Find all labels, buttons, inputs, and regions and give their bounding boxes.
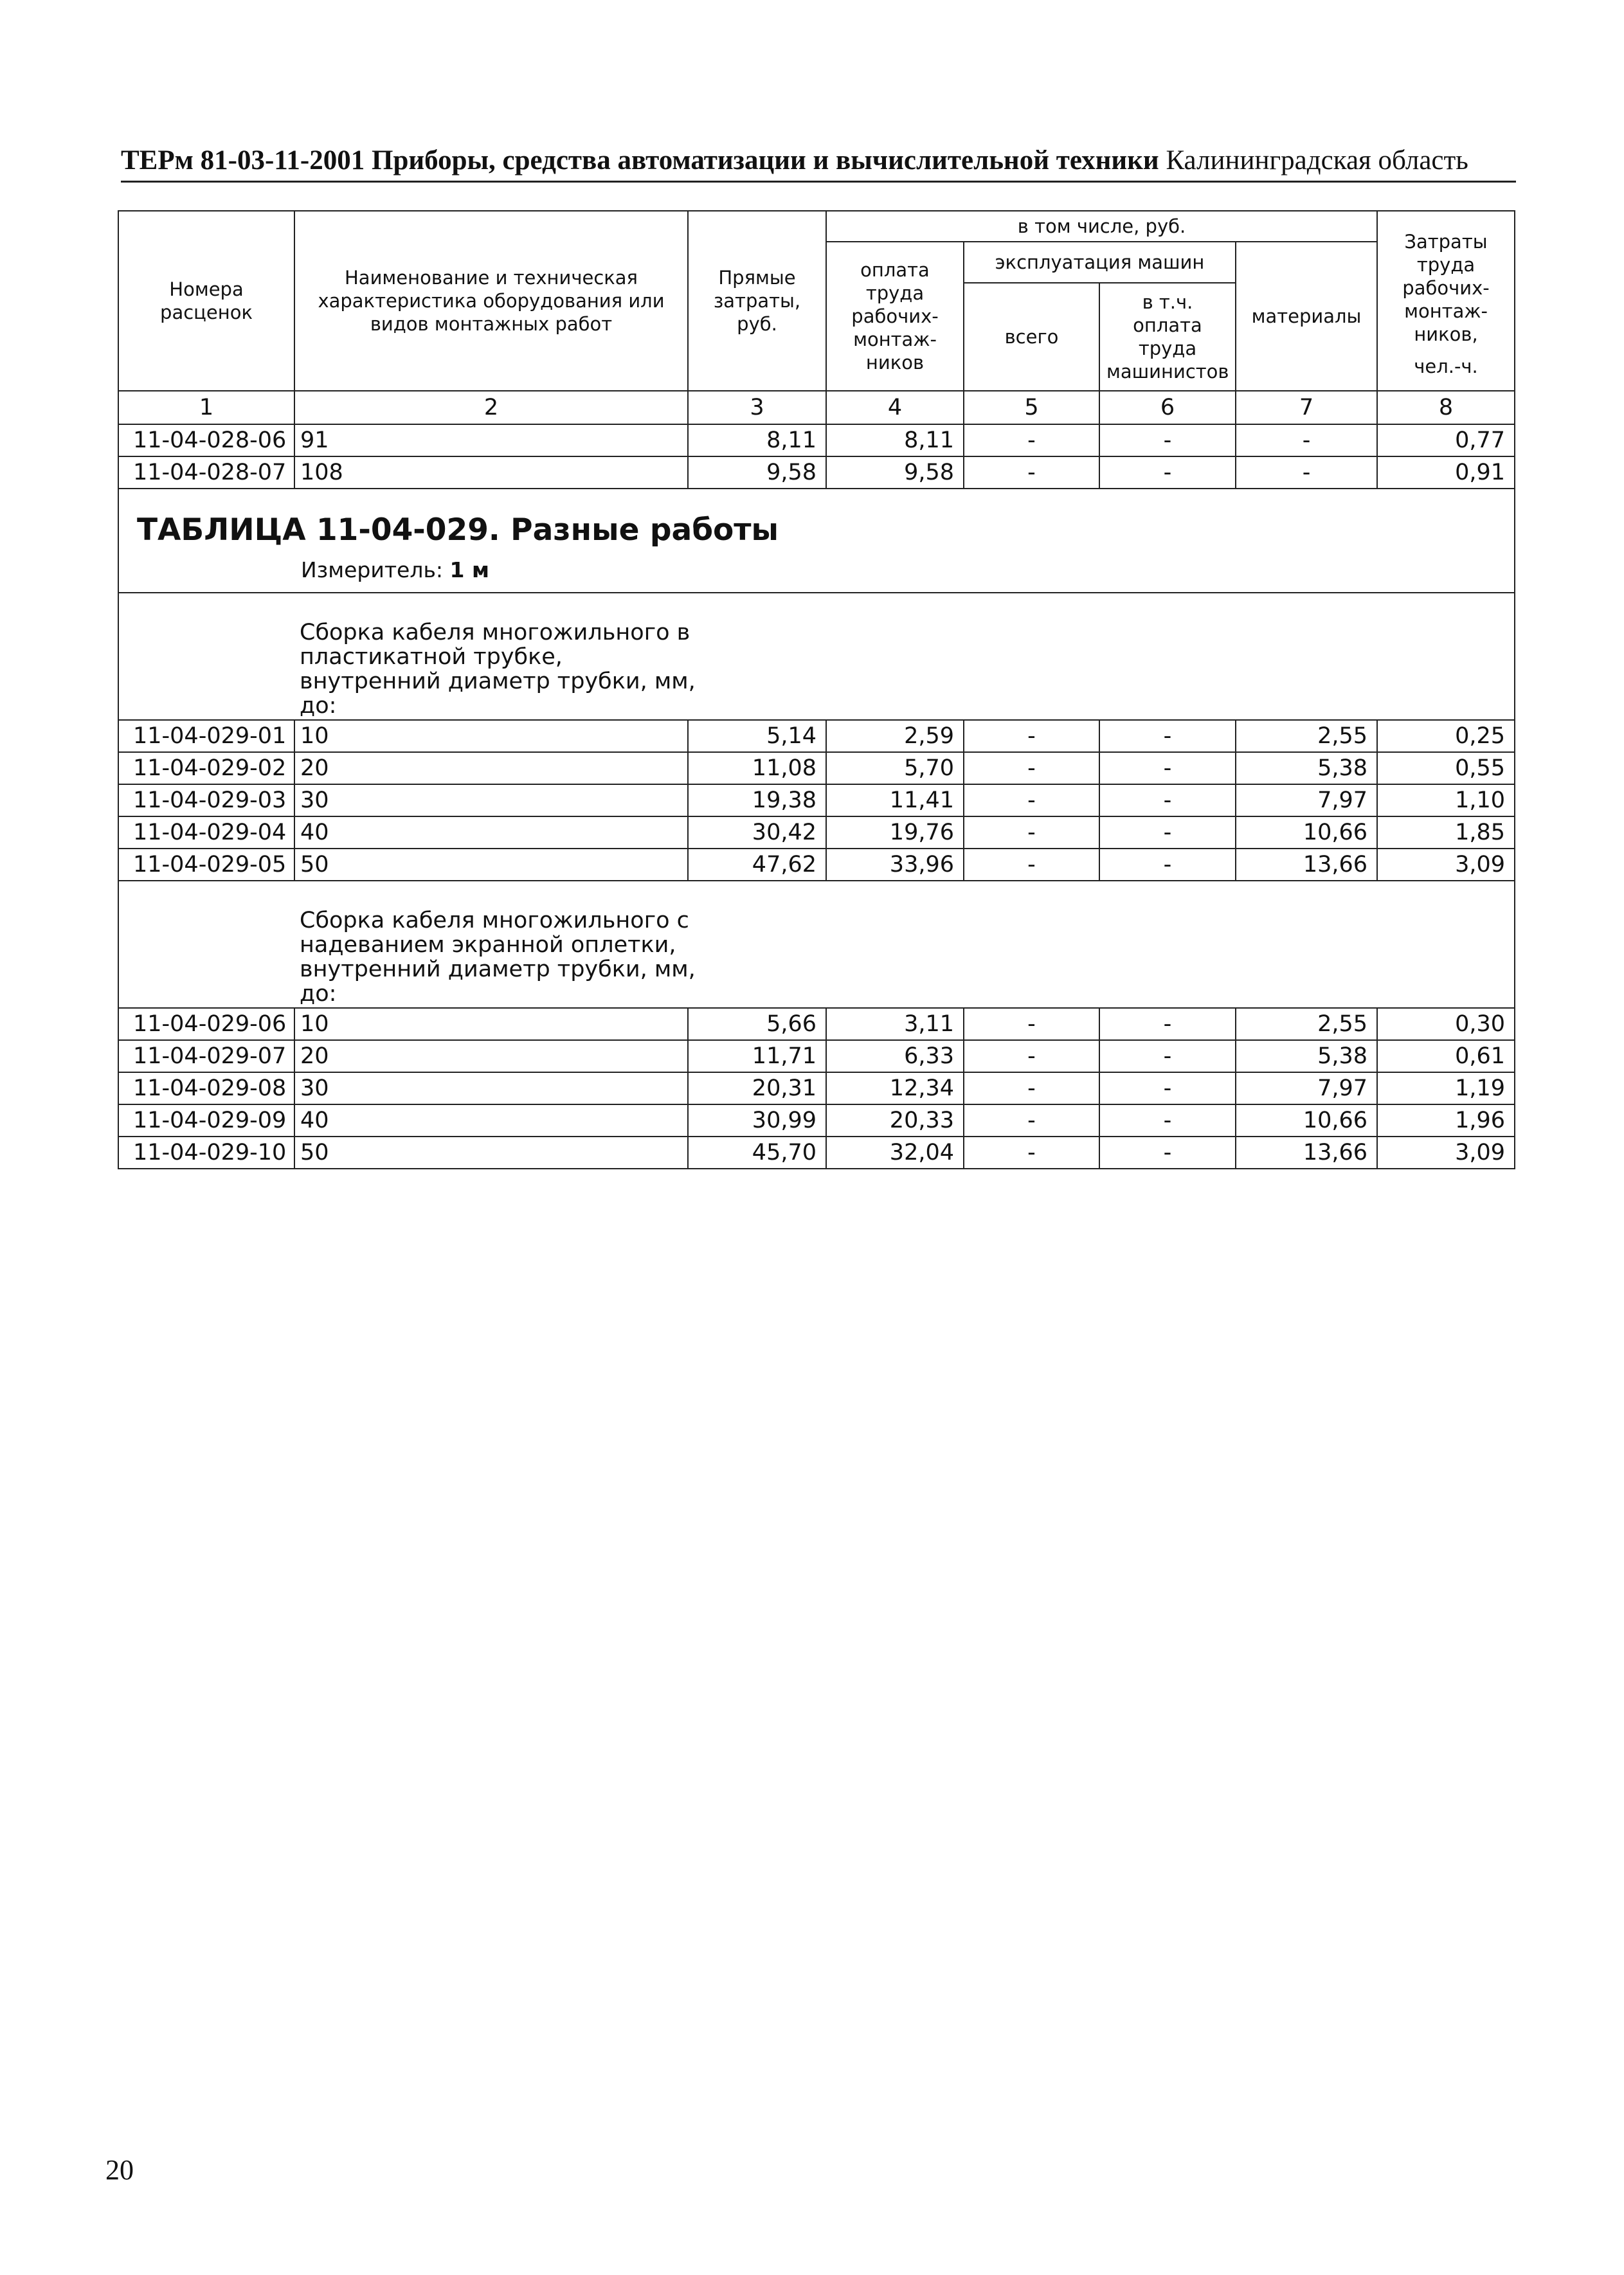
- rate-code: 11-04-029-01: [118, 720, 294, 752]
- materials: 5,38: [1236, 752, 1377, 784]
- machines-operators: -: [1099, 849, 1236, 881]
- materials: 5,38: [1236, 1040, 1377, 1072]
- rate-code: 11-04-029-04: [118, 816, 294, 849]
- labor-pay: 3,11: [826, 1008, 964, 1040]
- materials: 10,66: [1236, 816, 1377, 849]
- labor-pay: 5,70: [826, 752, 964, 784]
- header-labor-hours: [1377, 211, 1515, 391]
- rate-code: 11-04-029-08: [118, 1072, 294, 1104]
- rate-name: 20: [294, 752, 688, 784]
- table-029-title: [137, 511, 779, 550]
- direct-costs: 30,99: [688, 1104, 826, 1137]
- direct-costs: 19,38: [688, 784, 826, 816]
- machines-operators: -: [1099, 1040, 1236, 1072]
- rate-code: 11-04-029-10: [118, 1137, 294, 1169]
- labor-hours: 1,10: [1377, 784, 1515, 816]
- rate-code: 11-04-029-07: [118, 1040, 294, 1072]
- table-row: [118, 1072, 1515, 1104]
- machines-total: -: [964, 784, 1099, 816]
- header-including: в том числе, руб.: [826, 211, 1377, 242]
- header-document-title: ТЕРм 81-03-11-2001 Приборы, средства автоматизации и вычислительной техники: [121, 145, 1159, 175]
- labor-pay: 33,96: [826, 849, 964, 881]
- column-number: 7: [1236, 391, 1377, 424]
- rate-code: 11-04-029-05: [118, 849, 294, 881]
- labor-pay: 6,33: [826, 1040, 964, 1072]
- rate-name: 20: [294, 1040, 688, 1072]
- rate-name: 50: [294, 1137, 688, 1169]
- header-machines: эксплуатация машин: [964, 242, 1236, 283]
- unit-label: Измеритель:: [301, 557, 450, 582]
- direct-costs: 30,42: [688, 816, 826, 849]
- rate-code: 11-04-029-02: [118, 752, 294, 784]
- title-number: 11-04-029.: [316, 512, 500, 548]
- machines-total: -: [964, 816, 1099, 849]
- table-row: [118, 784, 1515, 816]
- materials: 2,55: [1236, 720, 1377, 752]
- header-name: Наименование и техническая характеристика оборудования или видов монтажных работ: [294, 211, 688, 391]
- labor-hours: 0,25: [1377, 720, 1515, 752]
- header-codes: Номера расценок: [118, 211, 294, 391]
- header-labor-pay: оплата труда рабочих-монтаж-ников: [826, 242, 964, 391]
- materials: 10,66: [1236, 1104, 1377, 1137]
- labor-pay: 2,59: [826, 720, 964, 752]
- machines-total: -: [964, 424, 1099, 456]
- table-row: [118, 1040, 1515, 1072]
- direct-costs: 20,31: [688, 1072, 826, 1104]
- machines-operators: -: [1099, 1104, 1236, 1137]
- direct-costs: 45,70: [688, 1137, 826, 1169]
- direct-costs: 5,66: [688, 1008, 826, 1040]
- column-number: 2: [294, 391, 688, 424]
- rate-name: 40: [294, 816, 688, 849]
- group-heading-row: [118, 881, 1515, 1008]
- title-prefix: ТАБЛИЦА: [137, 512, 316, 548]
- header-machines-operators: в т.ч. оплата труда машинистов: [1099, 283, 1236, 391]
- rate-name: 30: [294, 1072, 688, 1104]
- labor-pay: 9,58: [826, 456, 964, 489]
- table-row: [118, 720, 1515, 752]
- machines-operators: -: [1099, 456, 1236, 489]
- rate-name: 40: [294, 1104, 688, 1137]
- rate-code: 11-04-028-06: [118, 424, 294, 456]
- direct-costs: 47,62: [688, 849, 826, 881]
- rate-name: 10: [294, 1008, 688, 1040]
- table-row: [118, 849, 1515, 881]
- table-header-row: [118, 211, 1515, 242]
- machines-total: -: [964, 1008, 1099, 1040]
- machines-total: -: [964, 456, 1099, 489]
- labor-hours: 1,19: [1377, 1072, 1515, 1104]
- header-labor-hours-unit: чел.-ч.: [1414, 355, 1478, 377]
- header-materials: материалы: [1236, 242, 1377, 391]
- header-region: Калининградская область: [1159, 145, 1468, 175]
- materials: 2,55: [1236, 1008, 1377, 1040]
- column-number: 4: [826, 391, 964, 424]
- column-number: 1: [118, 391, 294, 424]
- labor-pay: 19,76: [826, 816, 964, 849]
- machines-operators: -: [1099, 1137, 1236, 1169]
- labor-hours: 1,96: [1377, 1104, 1515, 1137]
- table-029-title-cell: [118, 489, 1515, 593]
- direct-costs: 5,14: [688, 720, 826, 752]
- header-labor-hours-text: Затраты труда рабочих-монтаж-ников,: [1402, 231, 1490, 345]
- header-machines-total: всего: [964, 283, 1099, 391]
- group-heading: Сборка кабеля многожильного с надеванием экранной оплетки, внутренний диаметр трубки, мм, до:: [300, 908, 696, 1007]
- header-direct-costs: Прямые затраты, руб.: [688, 211, 826, 391]
- rate-code: 11-04-029-06: [118, 1008, 294, 1040]
- column-number: 6: [1099, 391, 1236, 424]
- materials: 7,97: [1236, 784, 1377, 816]
- labor-hours: 0,91: [1377, 456, 1515, 489]
- measurement-unit: [301, 556, 489, 584]
- labor-hours: 1,85: [1377, 816, 1515, 849]
- header-divider: [121, 181, 1516, 183]
- labor-hours: 0,61: [1377, 1040, 1515, 1072]
- column-number: 3: [688, 391, 826, 424]
- machines-operators: -: [1099, 1008, 1236, 1040]
- machines-operators: -: [1099, 752, 1236, 784]
- direct-costs: 9,58: [688, 456, 826, 489]
- table-row: [118, 1008, 1515, 1040]
- labor-hours: 0,55: [1377, 752, 1515, 784]
- labor-hours: 0,30: [1377, 1008, 1515, 1040]
- table-row: [118, 752, 1515, 784]
- direct-costs: 11,08: [688, 752, 826, 784]
- group-heading-row: [118, 593, 1515, 720]
- table-029-title-row: [118, 489, 1515, 593]
- machines-total: -: [964, 1040, 1099, 1072]
- direct-costs: 11,71: [688, 1040, 826, 1072]
- machines-operators: -: [1099, 1072, 1236, 1104]
- machines-total: -: [964, 720, 1099, 752]
- table-row: [118, 816, 1515, 849]
- materials: 7,97: [1236, 1072, 1377, 1104]
- rate-name: 30: [294, 784, 688, 816]
- machines-total: -: [964, 849, 1099, 881]
- machines-operators: -: [1099, 784, 1236, 816]
- column-number: 5: [964, 391, 1099, 424]
- machines-total: -: [964, 1104, 1099, 1137]
- machines-total: -: [964, 1137, 1099, 1169]
- labor-pay: 32,04: [826, 1137, 964, 1169]
- labor-pay: 12,34: [826, 1072, 964, 1104]
- rate-name: 10: [294, 720, 688, 752]
- rate-code: 11-04-028-07: [118, 456, 294, 489]
- labor-pay: 11,41: [826, 784, 964, 816]
- rate-code: 11-04-029-09: [118, 1104, 294, 1137]
- materials: 13,66: [1236, 849, 1377, 881]
- rate-code: 11-04-029-03: [118, 784, 294, 816]
- title-name: Разные работы: [500, 512, 779, 548]
- machines-operators: -: [1099, 720, 1236, 752]
- direct-costs: 8,11: [688, 424, 826, 456]
- table-row: [118, 1137, 1515, 1169]
- table-row: [118, 1104, 1515, 1137]
- labor-pay: 8,11: [826, 424, 964, 456]
- rates-table: [118, 210, 1515, 1169]
- materials: 13,66: [1236, 1137, 1377, 1169]
- column-number: 8: [1377, 391, 1515, 424]
- column-numbers-row: [118, 391, 1515, 424]
- rate-name: 50: [294, 849, 688, 881]
- labor-hours: 0,77: [1377, 424, 1515, 456]
- table-row: [118, 424, 1515, 456]
- labor-hours: 3,09: [1377, 1137, 1515, 1169]
- machines-total: -: [964, 752, 1099, 784]
- rate-name: 91: [294, 424, 688, 456]
- labor-hours: 3,09: [1377, 849, 1515, 881]
- materials: -: [1236, 424, 1377, 456]
- materials: -: [1236, 456, 1377, 489]
- unit-value: 1 м: [449, 557, 489, 582]
- group-heading: Сборка кабеля многожильного в пластикатной трубке, внутренний диаметр трубки, мм, до:: [300, 620, 696, 719]
- table-row: [118, 456, 1515, 489]
- rate-name: 108: [294, 456, 688, 489]
- machines-total: -: [964, 1072, 1099, 1104]
- labor-pay: 20,33: [826, 1104, 964, 1137]
- machines-operators: -: [1099, 424, 1236, 456]
- machines-operators: -: [1099, 816, 1236, 849]
- page-header: [121, 143, 1516, 179]
- page-number: 20: [105, 2154, 134, 2186]
